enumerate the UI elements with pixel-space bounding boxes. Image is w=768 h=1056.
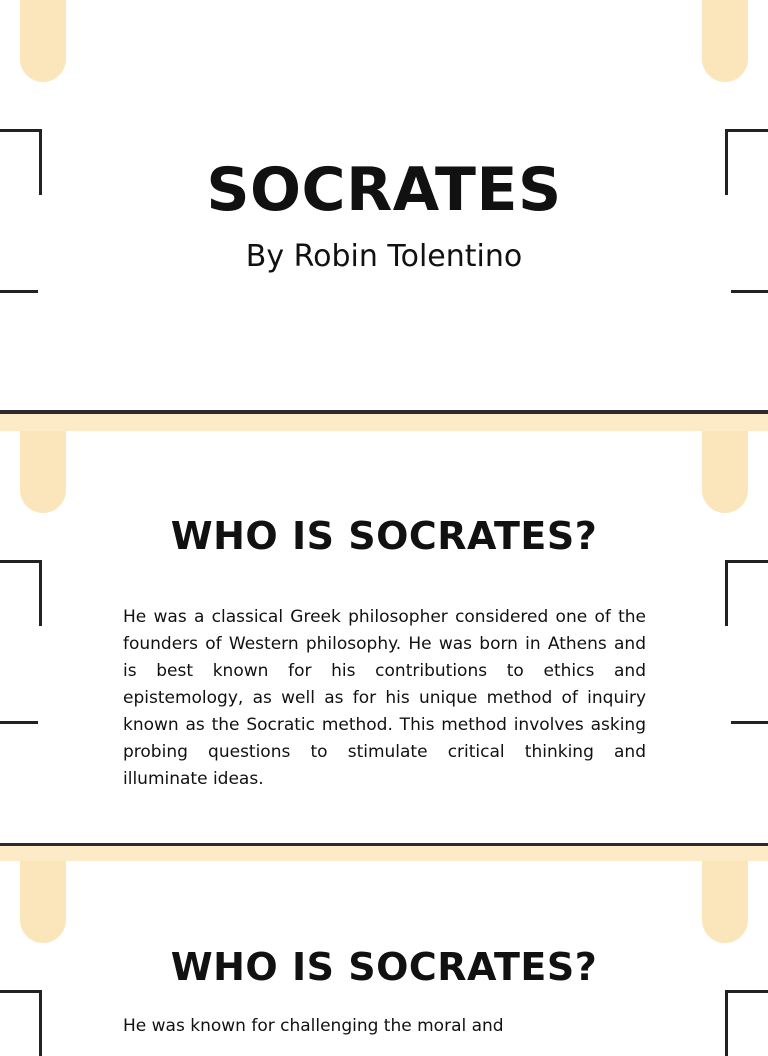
slide-body-text: He was known for challenging the moral and bbox=[123, 1016, 504, 1036]
slide-separator-band bbox=[0, 846, 768, 861]
decorative-tab-right bbox=[702, 431, 748, 513]
slide-title: WHO IS SOCRATES? bbox=[170, 945, 598, 989]
slide-separator-band bbox=[0, 414, 768, 431]
decorative-tab-left bbox=[20, 0, 66, 82]
slide-2 bbox=[0, 431, 768, 843]
decorative-tab-left bbox=[20, 431, 66, 513]
decorative-tab-right bbox=[702, 0, 748, 82]
slide-title: WHO IS SOCRATES? bbox=[170, 514, 598, 558]
decorative-tab-left bbox=[20, 861, 66, 943]
slide-1 bbox=[0, 0, 768, 412]
slide-body-text: He was a classical Greek philosopher considered one of the founders of Western philosophy. He was born in Athens and is best known for his contributions to ethics and epistemology, as well as for his unique method of inquiry known as the Socratic method. This method involves asking probing questions to stimulate critical thinking and illuminate ideas. bbox=[123, 607, 646, 789]
slide-3 bbox=[0, 861, 768, 1036]
slide-subtitle: By Robin Tolentino bbox=[245, 239, 523, 274]
slide-title: SOCRATES bbox=[206, 155, 562, 225]
decorative-tab-right bbox=[702, 861, 748, 943]
